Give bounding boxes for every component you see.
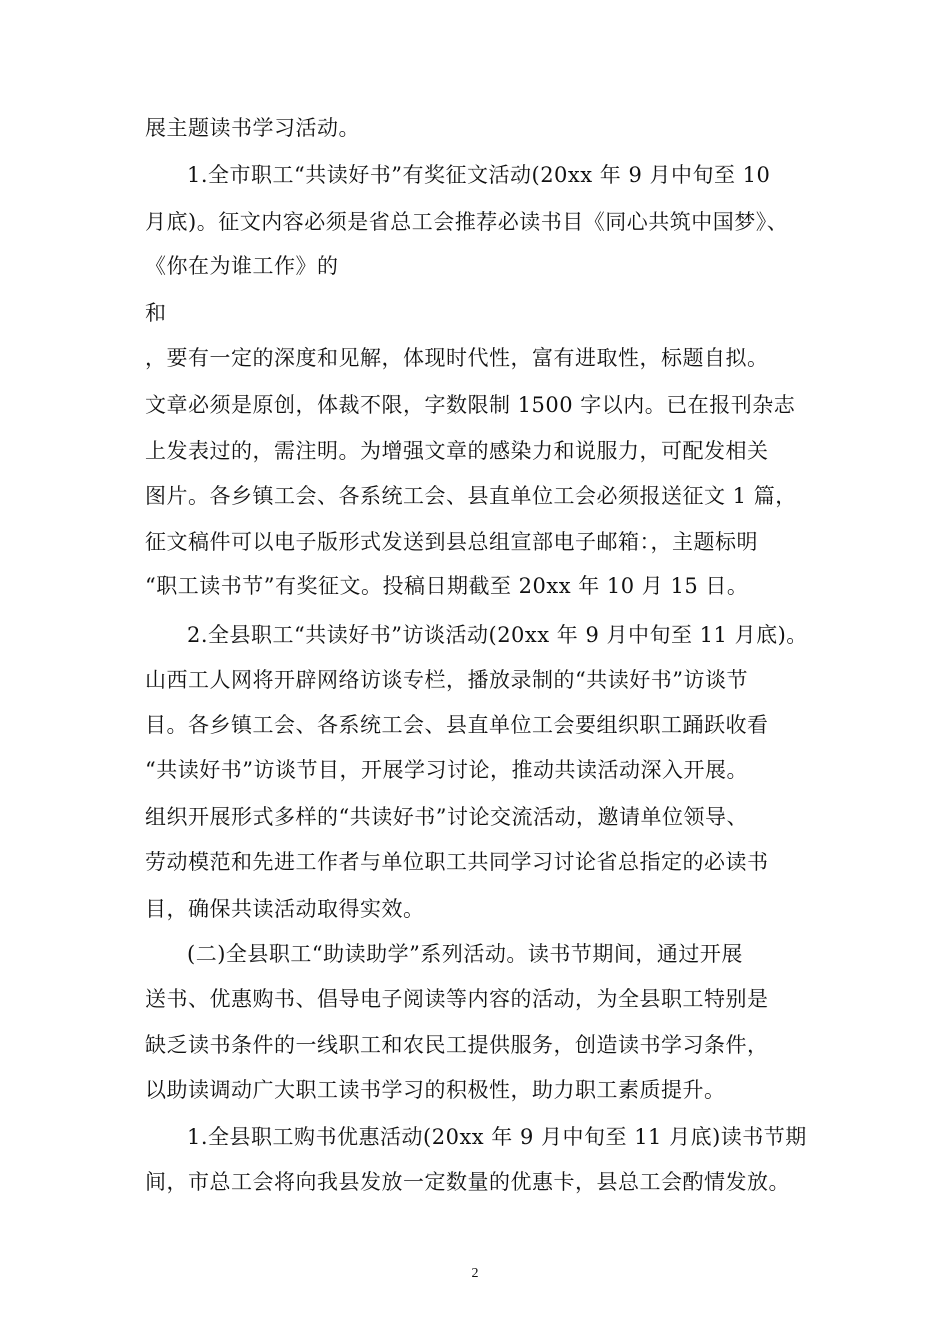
text-line: 展主题读书学习活动。 bbox=[145, 116, 360, 140]
text-line: 2.全县职工“共读好书”访谈活动(20xx 年 9 月中旬至 11 月底)。 bbox=[187, 623, 808, 647]
text-line: 文章必须是原创，体裁不限，字数限制 1500 字以内。已在报刊杂志 bbox=[145, 393, 796, 417]
text-line: 送书、优惠购书、倡导电子阅读等内容的活动，为全县职工特别是 bbox=[145, 987, 769, 1011]
text-line: 目。各乡镇工会、各系统工会、县直单位工会要组织职工踊跃收看 bbox=[145, 713, 769, 737]
text-line: 征文稿件可以电子版形式发送到县总组宣部电子邮箱：，主题标明 bbox=[145, 530, 758, 554]
text-line: “共读好书”访谈节目，开展学习讨论，推动共读活动深入开展。 bbox=[145, 758, 748, 782]
text-line: 《你在为谁工作》的 bbox=[145, 254, 339, 278]
text-line: 劳动模范和先进工作者与单位职工共同学习讨论省总指定的必读书 bbox=[145, 850, 769, 874]
text-line: 1.全市职工“共读好书”有奖征文活动(20xx 年 9 月中旬至 10 bbox=[187, 163, 771, 187]
text-line: 和 bbox=[145, 301, 167, 325]
text-line: “职工读书节”有奖征文。投稿日期截至 20xx 年 10 月 15 日。 bbox=[145, 574, 749, 598]
page-number: 2 bbox=[471, 1266, 479, 1281]
text-line: 间，市总工会将向我县发放一定数量的优惠卡，县总工会酌情发放。 bbox=[145, 1170, 790, 1194]
text-line: 月底)。征文内容必须是省总工会推荐必读书目《同心共筑中国梦》、 bbox=[145, 210, 789, 234]
text-line: 1.全县职工购书优惠活动(20xx 年 9 月中旬至 11 月底)读书节期 bbox=[187, 1125, 807, 1149]
text-line: 上发表过的，需注明。为增强文章的感染力和说服力，可配发相关 bbox=[145, 439, 769, 463]
text-line: 图片。各乡镇工会、各系统工会、县直单位工会必须报送征文 1 篇， bbox=[145, 484, 797, 508]
text-line: 目，确保共读活动取得实效。 bbox=[145, 897, 425, 921]
text-line: 缺乏读书条件的一线职工和农民工提供服务，创造读书学习条件， bbox=[145, 1033, 769, 1057]
text-line: 山西工人网将开辟网络访谈专栏，播放录制的“共读好书”访谈节 bbox=[145, 668, 748, 692]
text-line: 以助读调动广大职工读书学习的积极性，助力职工素质提升。 bbox=[145, 1078, 726, 1102]
text-line: 组织开展形式多样的“共读好书”讨论交流活动，邀请单位领导、 bbox=[145, 805, 748, 829]
text-line: (二)全县职工“助读助学”系列活动。读书节期间，通过开展 bbox=[187, 942, 743, 966]
text-line: ，要有一定的深度和见解，体现时代性，富有进取性，标题自拟。 bbox=[145, 346, 769, 370]
